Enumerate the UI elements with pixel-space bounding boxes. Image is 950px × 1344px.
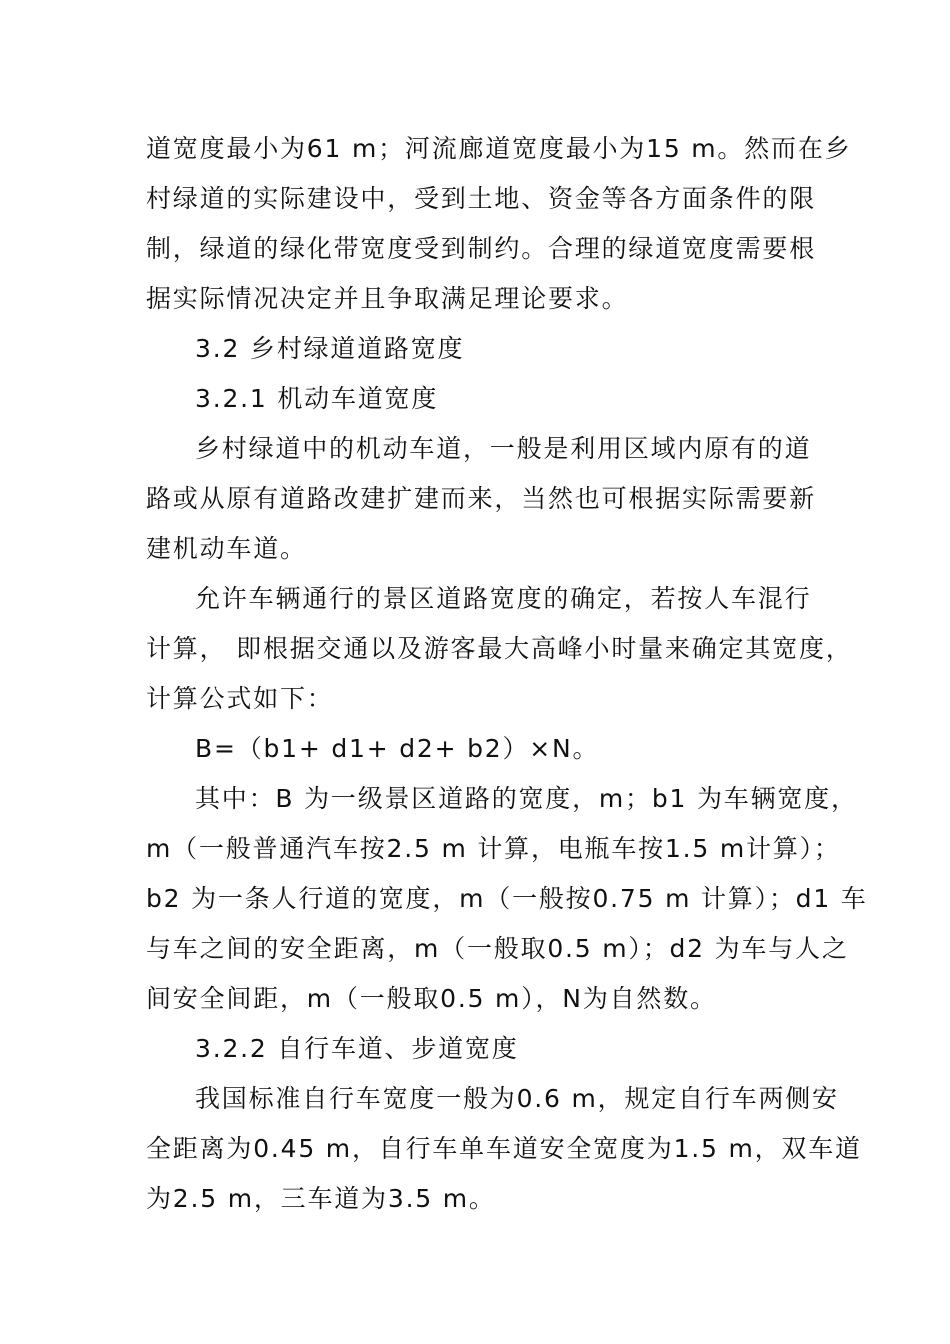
text-line: m（一般普通汽车按2.5 m 计算，电瓶车按1.5 m计算）； (146, 834, 841, 863)
text-line: 计算公式如下： (146, 684, 334, 713)
text-line: 路或从原有道路改建扩建而来，当然也可根据实际需要新 (146, 484, 817, 513)
text-line: 其中：B 为一级景区道路的宽度，m；b1 为车辆宽度， (195, 784, 858, 813)
text-line: 据实际情况决定并且争取满足理论要求。 (146, 284, 629, 313)
text-line: 乡村绿道中的机动车道，一般是利用区域内原有的道 (195, 434, 812, 463)
formula-line: B=（b1+ d1+ d2+ b2）×N。 (195, 734, 600, 763)
text-line: b2 为一条人行道的宽度，m（一般按0.75 m 计算）；d1 车 (146, 884, 868, 913)
text-line: 建机动车道。 (146, 534, 307, 563)
text-line: 间安全间距，m（一般取0.5 m），N为自然数。 (146, 984, 717, 1013)
text-line: 村绿道的实际建设中，受到土地、资金等各方面条件的限 (146, 184, 817, 213)
text-line: 制，绿道的绿化带宽度受到制约。合理的绿道宽度需要根 (146, 234, 817, 263)
section-heading: 3.2 乡村绿道道路宽度 (195, 334, 465, 363)
text-line: 与车之间的安全距离，m（一般取0.5 m）；d2 为车与人之 (146, 934, 849, 963)
text-line: 计算， 即根据交通以及游客最大高峰小时量来确定其宽度， (146, 634, 853, 663)
text-line: 允许车辆通行的景区道路宽度的确定，若按人车混行 (195, 584, 812, 613)
text-line: 道宽度最小为61 m；河流廊道宽度最小为15 m。然而在乡 (146, 134, 852, 163)
subsection-heading: 3.2.1 机动车道宽度 (195, 384, 439, 413)
text-line: 我国标准自行车宽度一般为0.6 m，规定自行车两侧安 (195, 1084, 839, 1113)
subsection-heading: 3.2.2 自行车道、步道宽度 (195, 1034, 519, 1063)
text-line: 全距离为0.45 m，自行车单车道安全宽度为1.5 m，双车道 (146, 1134, 862, 1163)
text-line: 为2.5 m，三车道为3.5 m。 (146, 1184, 496, 1213)
